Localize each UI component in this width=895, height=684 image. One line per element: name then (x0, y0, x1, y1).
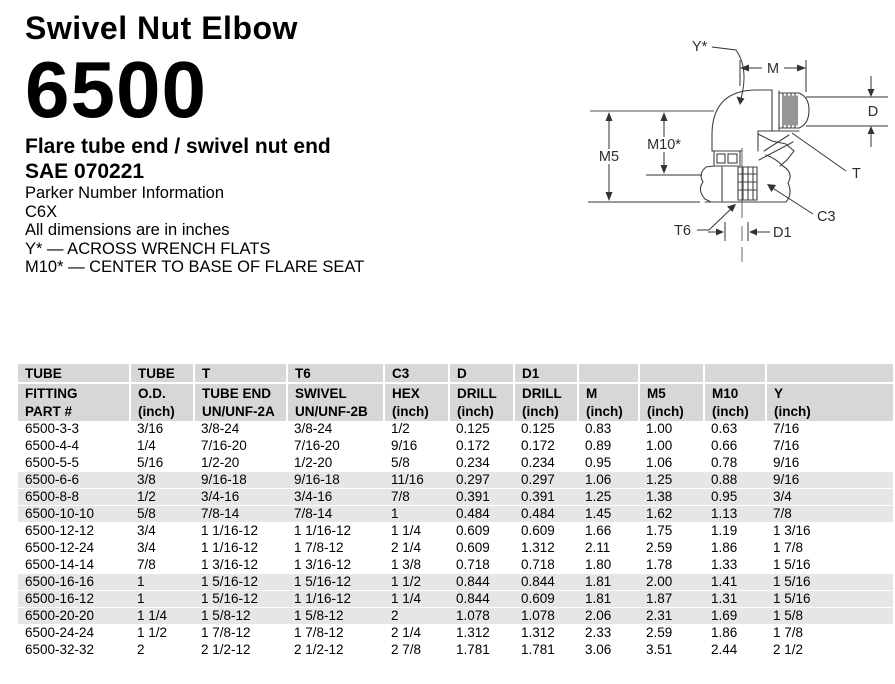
cell-m: 1.45 (578, 506, 639, 523)
cell-m: 0.95 (578, 455, 639, 472)
info-line-y-note: Y* — ACROSS WRENCH FLATS (25, 239, 271, 258)
cell-m10: 1.41 (704, 574, 766, 591)
cell-d: 0.125 (449, 421, 514, 438)
cell-t: 1 7/8-12 (194, 625, 287, 642)
cell-od: 5/16 (130, 455, 194, 472)
cell-m5: 2.00 (639, 574, 704, 591)
cell-c3: 1 1/2 (384, 574, 449, 591)
table-header (18, 364, 893, 421)
cell-t6: 3/8-24 (287, 421, 384, 438)
cell-t6: 7/16-20 (287, 438, 384, 455)
cell-od: 2 (130, 642, 194, 659)
cell-t: 3/8-24 (194, 421, 287, 438)
cell-t6: 1/2-20 (287, 455, 384, 472)
cell-part: 6500-5-5 (18, 455, 130, 472)
cell-part: 6500-12-12 (18, 523, 130, 540)
cell-c3: 2 1/4 (384, 540, 449, 557)
cell-part: 6500-3-3 (18, 421, 130, 438)
cell-d1: 0.718 (514, 557, 578, 574)
cell-y: 1 7/8 (766, 625, 893, 642)
cell-m: 0.83 (578, 421, 639, 438)
cell-part: 6500-24-24 (18, 625, 130, 642)
cell-part: 6500-20-20 (18, 608, 130, 625)
cell-m5: 1.87 (639, 591, 704, 608)
label-y-star: Y* (692, 39, 708, 55)
table-row (18, 523, 893, 540)
cell-od: 3/4 (130, 523, 194, 540)
table-row (18, 506, 893, 523)
table-row (18, 472, 893, 489)
cell-t: 1 5/16-12 (194, 574, 287, 591)
cell-m10: 1.31 (704, 591, 766, 608)
column-header-d: DRILL (inch) (449, 383, 514, 421)
cell-d1: 0.609 (514, 523, 578, 540)
cell-y: 1 5/16 (766, 574, 893, 591)
cell-t: 1/2-20 (194, 455, 287, 472)
cell-t: 3/4-16 (194, 489, 287, 506)
cell-m5: 1.25 (639, 472, 704, 489)
column-header-c3-top: C3 (384, 364, 449, 383)
table-row (18, 574, 893, 591)
cell-t: 7/8-14 (194, 506, 287, 523)
cell-c3: 9/16 (384, 438, 449, 455)
cell-c3: 1 3/8 (384, 557, 449, 574)
info-line-c6x: C6X (25, 202, 58, 221)
cell-d: 0.844 (449, 574, 514, 591)
cell-d1: 0.172 (514, 438, 578, 455)
column-header-od-top: TUBE (130, 364, 194, 383)
cell-d: 0.609 (449, 523, 514, 540)
cell-od: 1 1/2 (130, 625, 194, 642)
label-m10: M10* (647, 137, 681, 153)
cell-d1: 0.484 (514, 506, 578, 523)
cell-y: 9/16 (766, 455, 893, 472)
cell-m10: 1.13 (704, 506, 766, 523)
cell-m: 3.06 (578, 642, 639, 659)
cell-m5: 1.00 (639, 438, 704, 455)
column-header-m-top (578, 364, 639, 383)
cell-m5: 2.59 (639, 540, 704, 557)
cell-y: 1 5/16 (766, 591, 893, 608)
cell-m5: 1.78 (639, 557, 704, 574)
page-title: Swivel Nut Elbow (25, 10, 298, 46)
label-t6: T6 (674, 223, 691, 239)
cell-t6: 1 7/8-12 (287, 540, 384, 557)
cell-part: 6500-16-16 (18, 574, 130, 591)
cell-t: 9/16-18 (194, 472, 287, 489)
centerlines (590, 111, 742, 262)
cell-y: 7/8 (766, 506, 893, 523)
cell-m: 1.81 (578, 574, 639, 591)
column-header-od: O.D. (inch) (130, 383, 194, 421)
cell-c3: 1 (384, 506, 449, 523)
cell-m10: 0.66 (704, 438, 766, 455)
cell-m: 2.33 (578, 625, 639, 642)
column-header-t: TUBE END UN/UNF-2A (194, 383, 287, 421)
cell-d: 1.781 (449, 642, 514, 659)
cell-part: 6500-8-8 (18, 489, 130, 506)
column-header-part: FITTING PART # (18, 383, 130, 421)
cell-d: 1.078 (449, 608, 514, 625)
column-header-d1-top: D1 (514, 364, 578, 383)
cell-y: 1 3/16 (766, 523, 893, 540)
cell-t: 1 5/16-12 (194, 591, 287, 608)
label-backgrounds (596, 60, 784, 164)
cell-m10: 1.33 (704, 557, 766, 574)
cell-od: 7/8 (130, 557, 194, 574)
cell-y: 2 1/2 (766, 642, 893, 659)
cell-m10: 1.69 (704, 608, 766, 625)
cell-d: 0.391 (449, 489, 514, 506)
column-header-m10: M10 (inch) (704, 383, 766, 421)
cell-c3: 5/8 (384, 455, 449, 472)
cell-m: 1.25 (578, 489, 639, 506)
cell-m10: 0.63 (704, 421, 766, 438)
cell-m5: 1.62 (639, 506, 704, 523)
cell-m10: 0.88 (704, 472, 766, 489)
cell-d: 0.484 (449, 506, 514, 523)
cell-part: 6500-14-14 (18, 557, 130, 574)
cell-od: 3/4 (130, 540, 194, 557)
cell-d1: 0.844 (514, 574, 578, 591)
table-row (18, 421, 893, 438)
cell-m: 1.66 (578, 523, 639, 540)
table-row (18, 540, 893, 557)
dimension-lines (588, 47, 888, 241)
sae-spec: SAE 070221 (25, 160, 145, 183)
label-d1: D1 (773, 225, 792, 241)
cell-part: 6500-10-10 (18, 506, 130, 523)
table-row (18, 608, 893, 625)
column-header-y-top (766, 364, 893, 383)
cell-c3: 2 7/8 (384, 642, 449, 659)
cell-m5: 3.51 (639, 642, 704, 659)
label-m5: M5 (598, 149, 620, 165)
cell-c3: 11/16 (384, 472, 449, 489)
cell-y: 3/4 (766, 489, 893, 506)
cell-od: 1/4 (130, 438, 194, 455)
cell-t: 7/16-20 (194, 438, 287, 455)
cell-y: 1 7/8 (766, 540, 893, 557)
fitting-diagram-svg (552, 15, 895, 265)
cell-c3: 1 1/4 (384, 591, 449, 608)
cell-od: 3/8 (130, 472, 194, 489)
cell-m5: 2.59 (639, 625, 704, 642)
table-row (18, 557, 893, 574)
cell-m10: 2.44 (704, 642, 766, 659)
cell-d: 0.297 (449, 472, 514, 489)
cell-m10: 1.86 (704, 540, 766, 557)
column-header-c3: HEX (inch) (384, 383, 449, 421)
cell-m: 1.80 (578, 557, 639, 574)
cell-d: 0.609 (449, 540, 514, 557)
cell-t: 1 3/16-12 (194, 557, 287, 574)
cell-od: 5/8 (130, 506, 194, 523)
cell-d1: 0.125 (514, 421, 578, 438)
cell-y: 9/16 (766, 472, 893, 489)
cell-od: 1 (130, 591, 194, 608)
cell-d: 0.172 (449, 438, 514, 455)
cell-d: 0.844 (449, 591, 514, 608)
column-header-m10-top (704, 364, 766, 383)
cell-c3: 1/2 (384, 421, 449, 438)
cell-od: 1 (130, 574, 194, 591)
column-header-m5-top (639, 364, 704, 383)
cell-t6: 1 1/16-12 (287, 591, 384, 608)
cell-m5: 1.00 (639, 421, 704, 438)
table-row (18, 625, 893, 642)
cell-m: 0.89 (578, 438, 639, 455)
info-line-units: All dimensions are in inches (25, 221, 230, 239)
column-header-part-top: TUBE (18, 364, 130, 383)
fitting-body (700, 90, 809, 202)
column-header-t6: SWIVEL UN/UNF-2B (287, 383, 384, 421)
table-row (18, 489, 893, 506)
table-body (18, 421, 893, 659)
cell-part: 6500-32-32 (18, 642, 130, 659)
cell-d1: 1.078 (514, 608, 578, 625)
cell-y: 1 5/16 (766, 557, 893, 574)
cell-t6: 7/8-14 (287, 506, 384, 523)
table-row (18, 642, 893, 659)
cell-part: 6500-6-6 (18, 472, 130, 489)
column-header-d-top: D (449, 364, 514, 383)
column-header-m: M (inch) (578, 383, 639, 421)
cell-m10: 0.78 (704, 455, 766, 472)
column-header-t6-top: T6 (287, 364, 384, 383)
label-c3: C3 (817, 209, 836, 225)
cell-t6: 1 7/8-12 (287, 625, 384, 642)
info-line-m10-note: M10* — CENTER TO BASE OF FLARE SEAT (25, 258, 365, 276)
cell-d1: 0.297 (514, 472, 578, 489)
table-row (18, 455, 893, 472)
cell-m10: 0.95 (704, 489, 766, 506)
cell-t6: 9/16-18 (287, 472, 384, 489)
cell-m5: 2.31 (639, 608, 704, 625)
cell-t6: 1 5/8-12 (287, 608, 384, 625)
cell-m: 1.06 (578, 472, 639, 489)
cell-d: 1.312 (449, 625, 514, 642)
cell-m5: 1.38 (639, 489, 704, 506)
cell-m: 2.11 (578, 540, 639, 557)
cell-m10: 1.86 (704, 625, 766, 642)
cell-t6: 1 5/16-12 (287, 574, 384, 591)
cell-m5: 1.06 (639, 455, 704, 472)
model-number: 6500 (25, 45, 207, 134)
cell-t: 1 5/8-12 (194, 608, 287, 625)
cell-d: 0.718 (449, 557, 514, 574)
cell-y: 7/16 (766, 438, 893, 455)
cell-m: 1.81 (578, 591, 639, 608)
column-header-d1: DRILL (inch) (514, 383, 578, 421)
cell-d1: 0.609 (514, 591, 578, 608)
cell-m5: 1.75 (639, 523, 704, 540)
cell-d1: 1.781 (514, 642, 578, 659)
cell-d1: 1.312 (514, 540, 578, 557)
cell-t: 2 1/2-12 (194, 642, 287, 659)
cell-m10: 1.19 (704, 523, 766, 540)
cell-t6: 1 1/16-12 (287, 523, 384, 540)
label-d: D (867, 104, 879, 120)
cell-c3: 7/8 (384, 489, 449, 506)
cell-d1: 0.234 (514, 455, 578, 472)
cell-part: 6500-12-24 (18, 540, 130, 557)
cell-y: 7/16 (766, 421, 893, 438)
cell-t: 1 1/16-12 (194, 523, 287, 540)
cell-part: 6500-16-12 (18, 591, 130, 608)
cell-t6: 1 3/16-12 (287, 557, 384, 574)
column-header-y: Y (inch) (766, 383, 893, 421)
cell-od: 3/16 (130, 421, 194, 438)
end-config-label: Flare tube end / swivel nut end (25, 135, 331, 158)
cell-t6: 2 1/2-12 (287, 642, 384, 659)
table-row (18, 591, 893, 608)
cell-c3: 1 1/4 (384, 523, 449, 540)
table-row (18, 438, 893, 455)
fitting-diagram (552, 15, 895, 265)
label-m: M (766, 61, 780, 77)
label-t: T (852, 166, 861, 182)
cell-od: 1 1/4 (130, 608, 194, 625)
cell-t6: 3/4-16 (287, 489, 384, 506)
column-header-m5: M5 (inch) (639, 383, 704, 421)
cell-part: 6500-4-4 (18, 438, 130, 455)
cell-d: 0.234 (449, 455, 514, 472)
info-line-parker: Parker Number Information (25, 184, 224, 202)
column-header-t-top: T (194, 364, 287, 383)
cell-c3: 2 (384, 608, 449, 625)
cell-d1: 1.312 (514, 625, 578, 642)
cell-od: 1/2 (130, 489, 194, 506)
cell-t: 1 1/16-12 (194, 540, 287, 557)
heading-block (25, 0, 545, 277)
cell-m: 2.06 (578, 608, 639, 625)
cell-d1: 0.391 (514, 489, 578, 506)
dimensions-table (18, 364, 893, 659)
dimensions-table-wrap (18, 364, 893, 659)
cell-c3: 2 1/4 (384, 625, 449, 642)
cell-y: 1 5/8 (766, 608, 893, 625)
